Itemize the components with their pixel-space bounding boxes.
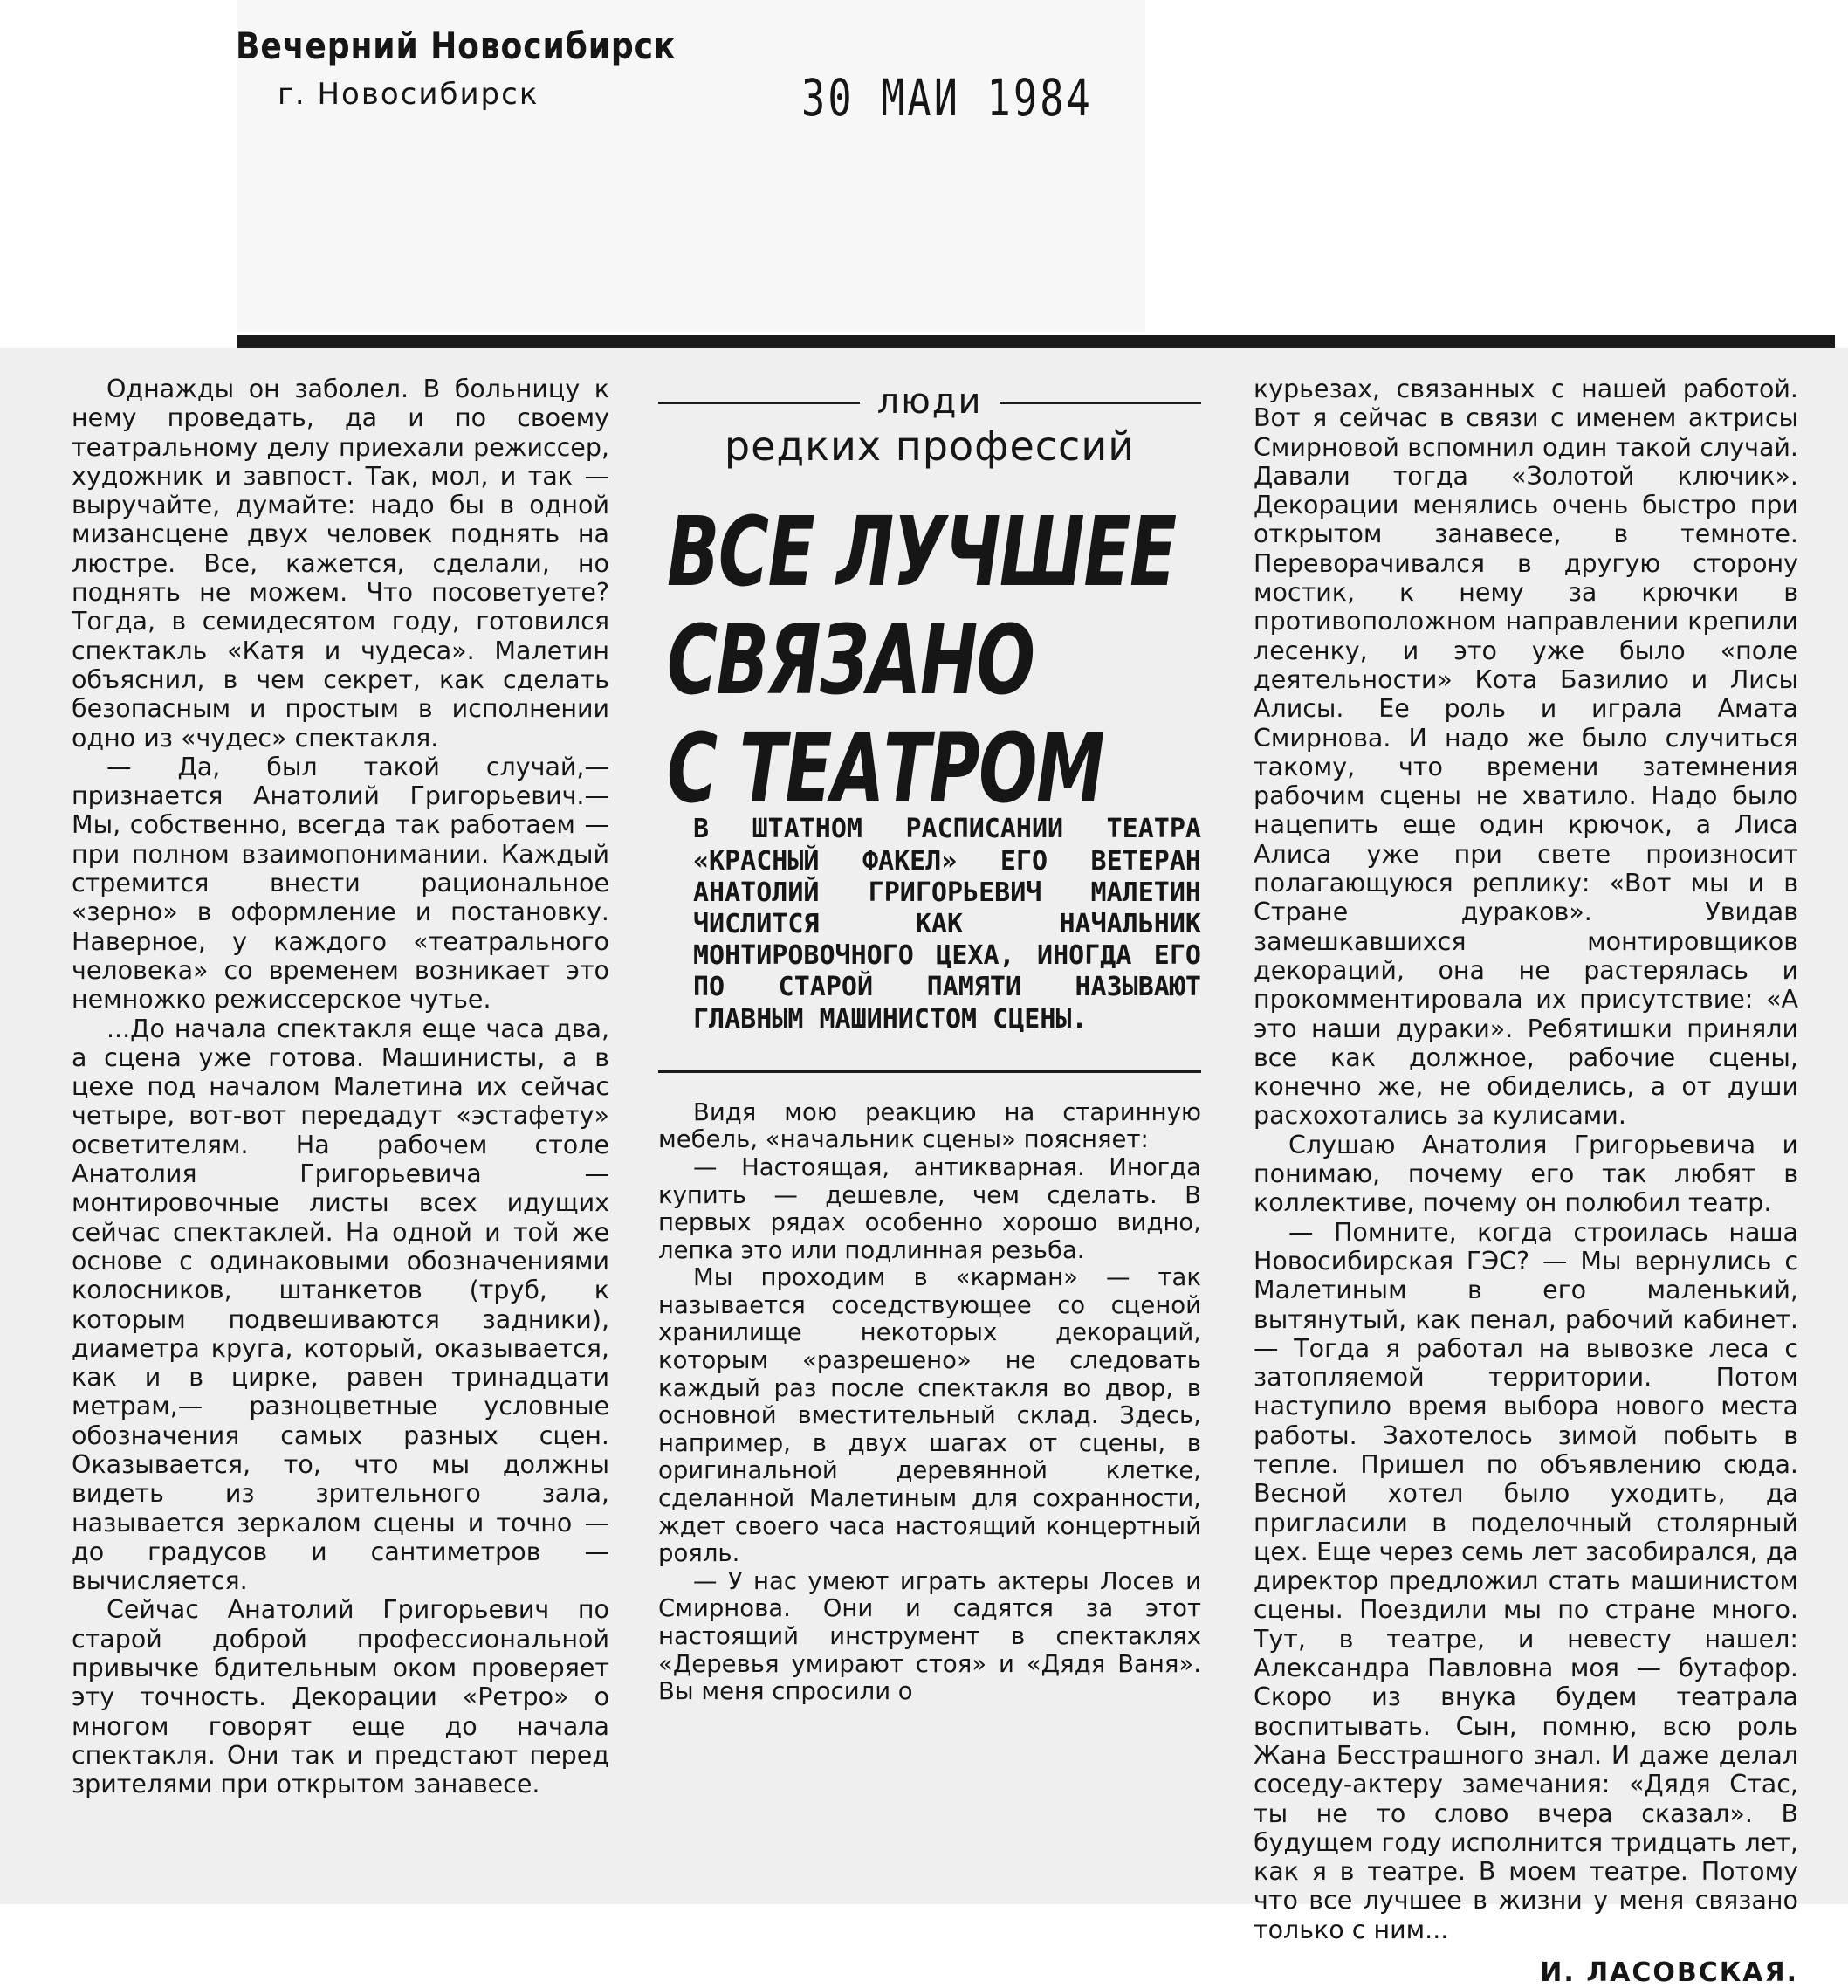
rubric-subtitle: редких профессий: [724, 423, 1136, 470]
headline-line: СВЯЗАНО: [667, 604, 1034, 717]
date-stamp: 30 МАИ 1984: [801, 68, 1093, 127]
headline-line: ВСЕ ЛУЧШЕЕ: [667, 496, 1176, 609]
middle-paragraph: Видя мою реакцию на старинную мебель, «начальник сцены» поясняет:: [658, 1097, 1201, 1154]
top-rule: [237, 335, 1835, 348]
rubric-rule-left: [658, 402, 860, 404]
middle-body: [658, 1099, 1201, 1706]
right-paragraph: — Помните, когда строилась наша Новосибирская ГЭС? — Мы вернулись с Малетиным в его маленький, вытянутый, как пенал, рабочий кабинет. — Тогда я работал на вывозке леса с затопляемой территории. Потом наступило время выбора нового места работы. Захотелось зимой побыть в тепле. Пришел по объявлению сюда. Весной хотел было уходить, да пригласили в поделочный столярный цех. Еще через семь лет засобирался, да директор предложил стать машинистом сцены. Поездили мы по стране много. Тут, в театре, и невесту нашел: Александра Павловна моя — бутафор. Скоро из внука будем театрала воспитывать. Сын, помню, всю роль Жана Бесстрашного знал. И даже делал соседу-актеру замечания: «Дядя Стас, ты не то слово вчера сказал». В будущем году исполнится тридцать лет, как я в театре. В моем театре. Потому что все лучшее в жизни у меня связано только с ним...: [1254, 1217, 1798, 1944]
middle-paragraph: — У нас умеют играть актеры Лосев и Смирнова. Они и садятся за этот настоящий инструмент в спектаклях «Деревья умирают стоя» и «Дядя Ваня». Вы меня спросили о: [658, 1566, 1201, 1706]
right-paragraph: Слушаю Анатолия Григорьевича и понимаю, почему его так любят в коллективе, почему он полюбил театр.: [1254, 1130, 1798, 1218]
right-paragraph: курьезах, связанных с нашей работой. Вот я сейчас в связи с именем актрисы Смирновой вспомнил один такой случай. Давали тогда «Золотой ключик». Декорации менялись очень быстро при открытом занавесе, в темноте. Переворачивался в другую сторону мостик, к нему за крючки в противоположном направлении крепили лесенку, и это уже было «поле деятельности» Кота Базилио и Лисы Алисы. Ее роль и играла Амата Смирнова. И надо же было случиться такому, что времени затемнения рабочим сцены не хватило. Надо было нацепить еще один крючок, а Лиса Алиса уже при свете произносит полагающуюся реплику: «Вот мы и в Стране дураков». Увидав замешкавшихся монтировщиков декораций, она не растерялась и прокомментировала их присутствие: «А это наши дураки». Ребятишки приняли все как должное, рабочие сцены, конечно же, не обиделись, а от души расхохотались за кулисами.: [1254, 375, 1798, 1131]
left-paragraph: — Да, был такой случай,— признается Анатолий Григорьевич.— Мы, собственно, всегда так работаем — при полном взаимопонимании. Каждый стремится внести рациональное «зерно» в оформление и постановку. Наверное, у каждого «театрального человека» со временем возникает это немножко режиссерское чутье.: [72, 752, 609, 1015]
left-paragraph: Сейчас Анатолий Григорьевич по старой доброй профессиональной привычке бдительным оком проверяет эту точность. Декорации «Ретро» о многом говорят еще до начала спектакля. Они так и предстают перед зрителями при открытом занавесе.: [72, 1595, 609, 1799]
left-paragraph: Однажды он заболел. В больницу к нему проведать, да и по своему театральному делу приехали режиссер, художник и завпост. Так, мол, и так — выручайте, думайте: надо бы в одной мизансцене двух человек поднять на люстре. Все, кажется, сделали, но поднять не можем. Что посоветуете? Тогда, в семидесятом году, готовился спектакль «Катя и чудеса». Малетин объяснил, в чем секрет, как сделать безопасным и простым в исполнении одно из «чудес» спектакля.: [72, 375, 609, 753]
right-column: [1254, 375, 1798, 1987]
middle-column: [658, 348, 1201, 1706]
author-signature: И. ЛАСОВСКАЯ.: [1540, 1957, 1798, 1988]
rubric: [658, 383, 1201, 422]
middle-paragraph: Мы проходим в «карман» — так называется соседствующее со сценой хранилище некоторых декораций, которым «разрешено» не следовать каждый раз после спектакля во двор, в основной вместительный склад. Здесь, например, в двух шагах от сцены, в оригинальной деревянной клетке, сделанной Малетиным для сохранности, ждет своего часа настоящий концертный рояль.: [658, 1263, 1201, 1568]
middle-rule: [658, 1070, 1201, 1073]
newspaper-name: Вечерний Новосибирск: [236, 24, 677, 67]
lead-paragraph: В ШТАТНОМ РАСПИСАНИИ ТЕАТРА «КРАСНЫЙ ФАКЕЛ» ЕГО ВЕТЕРАН АНАТОЛИЙ ГРИГОРЬЕВИЧ МАЛЕТИН ЧИСЛИТСЯ КАК НАЧАЛЬНИК МОНТИРОВОЧНОГО ЦЕХА, ИНОГДА ЕГО ПО СТАРОЙ ПАМЯТИ НАЗЫВАЮТ ГЛАВНЫМ МАШИНИСТОМ СЦЕНЫ.: [693, 814, 1201, 1035]
rubric-label: люди: [876, 382, 983, 423]
article-clipping: [0, 348, 1848, 1988]
middle-paragraph: — Настоящая, антикварная. Иногда купить — дешевле, чем сделать. В первых рядах особенно хорошо видно, лепка это или подлинная резьба.: [658, 1152, 1201, 1264]
headline: [667, 496, 1176, 825]
newspaper-city: г. Новосибирск: [278, 77, 539, 112]
left-paragraph: ...До начала спектакля еще часа два, а сцена уже готова. Машинисты, а в цехе под началом Малетина их сейчас четыре, вот-вот передадут «эстафету» осветителям. На рабочем столе Анатолия Григорьевича — монтировочные листы всех идущих сейчас спектаклей. На одной и той же основе с одинаковыми обозначениями колосников, штанкетов (труб, к которым подвешиваются задники), диаметра круга, который, оказывается, как и в цирке, равен тринадцати метрам,— разноцветные условные обозначения самых разных сцен. Оказывается, то, что мы должны видеть из зрительного зала, называется зеркалом сцены и точно — до градусов и сантиметров — вычисляется.: [72, 1014, 609, 1596]
left-column: [72, 375, 609, 1799]
rubric-rule-right: [1000, 402, 1201, 404]
headline-line: С ТЕАТРОМ: [667, 712, 1104, 825]
